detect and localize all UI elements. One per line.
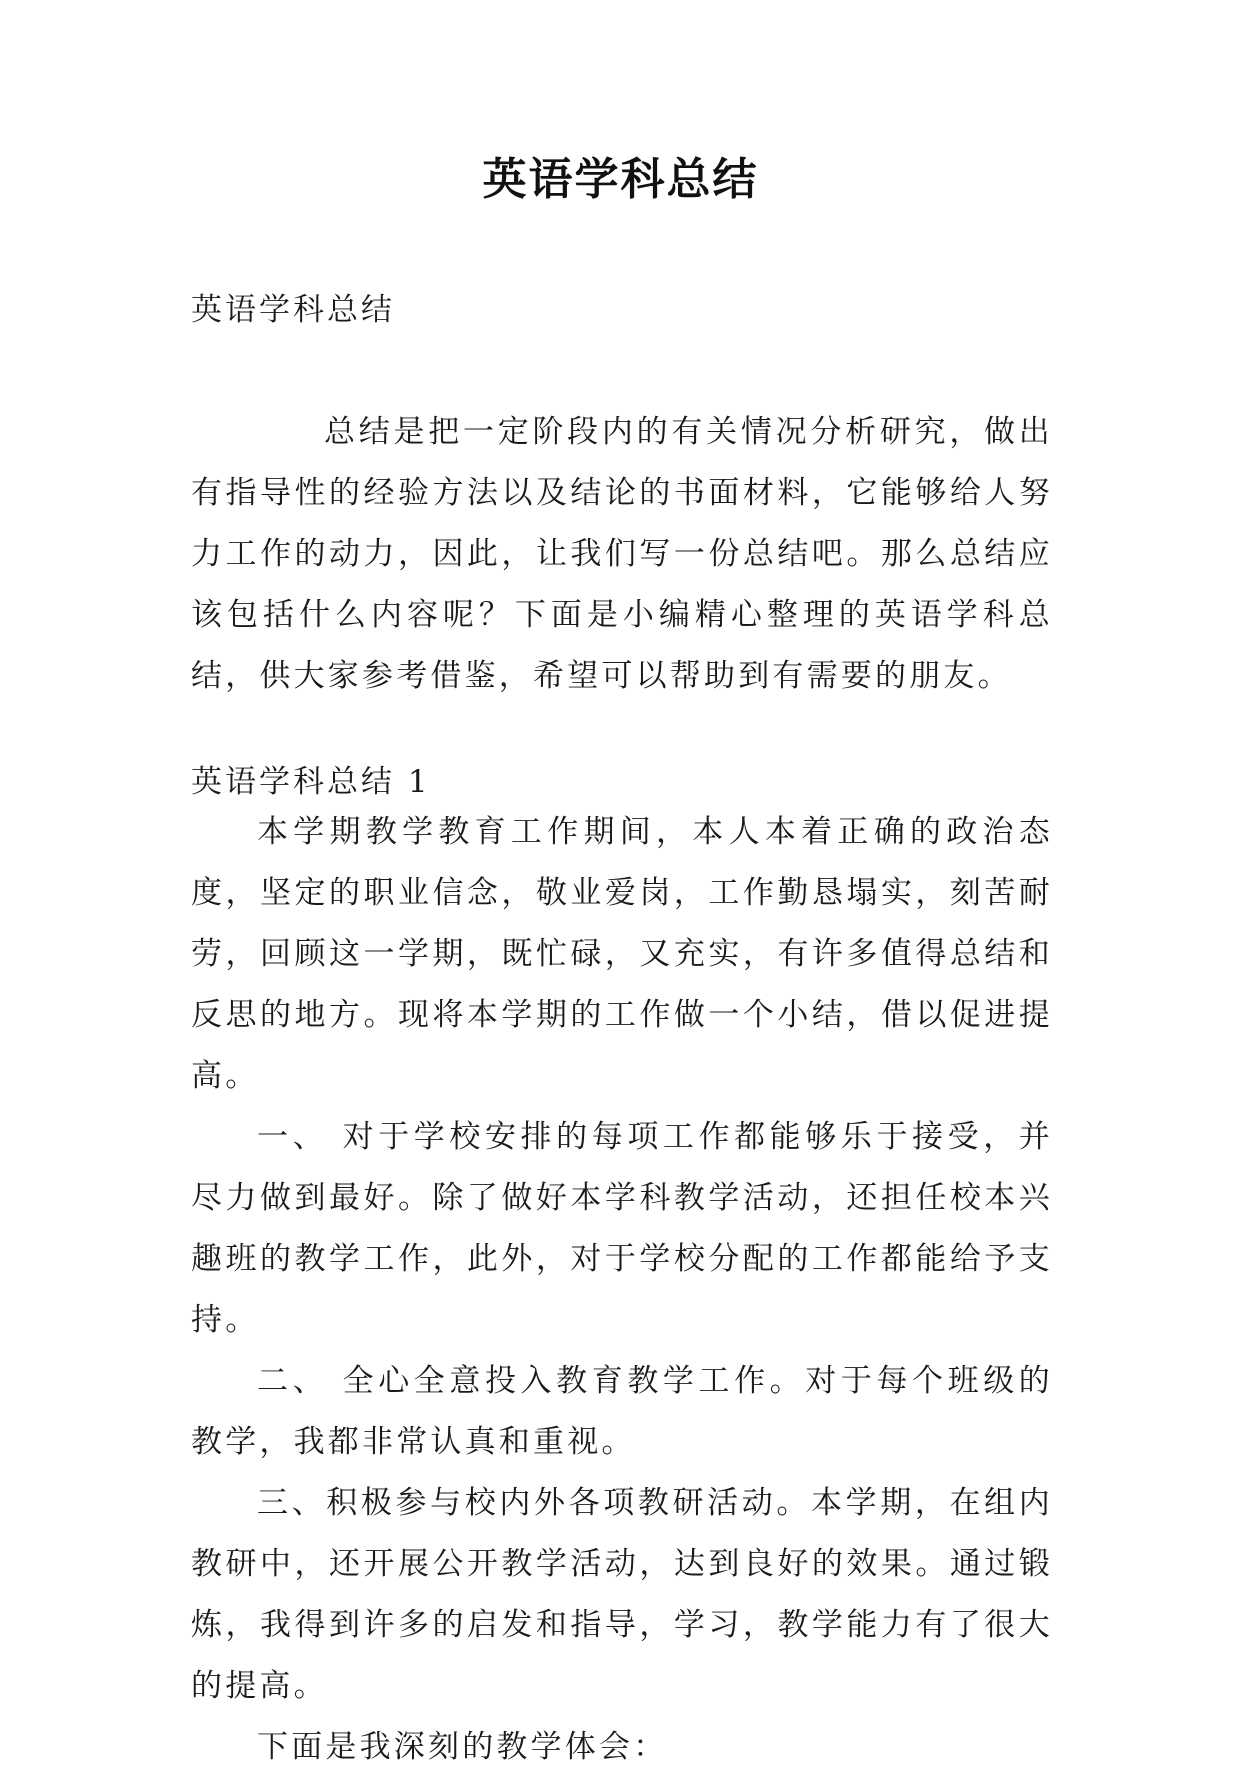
body-paragraph: 二、 全心全意投入教育教学工作。对于每个班级的教学，我都非常认真和重视。 xyxy=(191,1363,1053,1460)
body-paragraph: 本学期教学教育工作期间，本人本着正确的政治态度，坚定的职业信念，敬业爱岗，工作勤恳塌实，刻苦耐劳，回顾这一学期，既忙碌，又充实，有许多值得总结和反思的地方。现将本学期的工作做一个小结，借以促进提高。 xyxy=(191,814,1053,1094)
document-title: 英语学科总结 xyxy=(482,154,759,205)
body-paragraph: 一、 对于学校安排的每项工作都能够乐于接受，并尽力做到最好。除了做好本学科教学活动，还担任校本兴趣班的教学工作，此外，对于学校分配的工作都能给予支持。 xyxy=(191,1119,1053,1338)
section-heading: 英语学科总结 1 xyxy=(191,764,431,800)
section-body xyxy=(191,802,1053,1778)
body-paragraph: 下面是我深刻的教学体会： xyxy=(257,1729,668,1765)
intro-section xyxy=(191,402,1053,707)
intro-paragraph: 总结是把一定阶段内的有关情况分析研究，做出有指导性的经验方法以及结论的书面材料，它能够给人努力工作的动力，因此，让我们写一份总结吧。那么总结应该包括什么内容呢？下面是小编精心整理的英语学科总结，供大家参考借鉴，希望可以帮助到有需要的朋友。 xyxy=(191,414,1053,694)
document-subtitle: 英语学科总结 xyxy=(191,292,395,328)
body-paragraph: 三、积极参与校内外各项教研活动。本学期，在组内教研中，还开展公开教学活动，达到良好的效果。通过锻炼，我得到许多的启发和指导，学习，教学能力有了很大的提高。 xyxy=(191,1485,1053,1704)
